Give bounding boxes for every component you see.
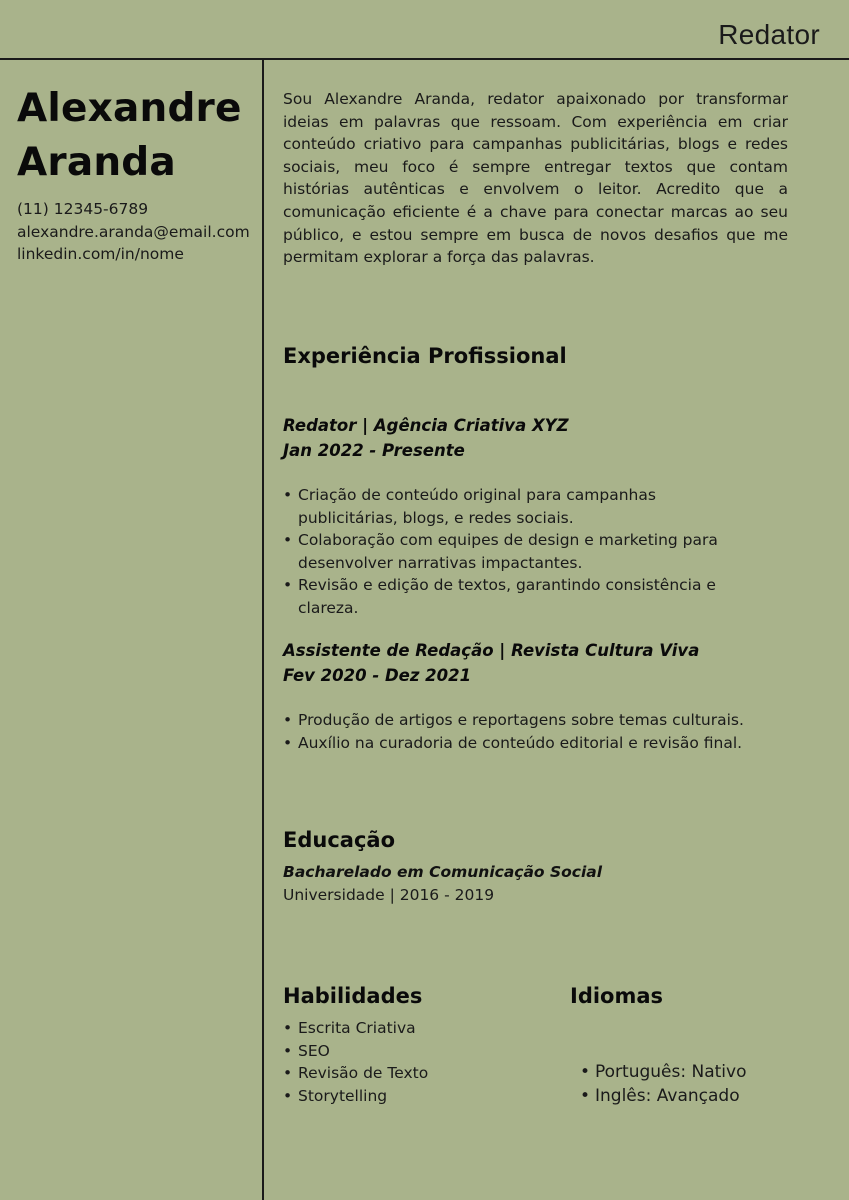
job-period: Jan 2022 - Presente	[283, 440, 465, 460]
job-title: Redator | Agência Criativa XYZ	[283, 416, 569, 435]
skills-list	[283, 1017, 543, 1107]
skills-section	[283, 984, 543, 1107]
job-role-title: Redator	[718, 19, 820, 50]
job-entry	[283, 639, 788, 754]
experience-section	[283, 344, 788, 368]
profile-summary: Sou Alexandre Aranda, redator apaixonado por transformar ideias em palavras que ressoam. Com experiência em criar conteúdo criativo para campanhas publicitárias, blogs e redes sociais, meu foco é sempre entregar textos que contam histórias autênticas e envolvem o leitor. Acredito que a comunicação eficiente é a chave para conectar marcas ao seu público, e estou sempre em busca de novos desafios que me permitam explorar a força das palavras.	[283, 90, 788, 267]
skills-heading: Habilidades	[283, 984, 423, 1008]
job-responsibilities	[283, 709, 788, 754]
degree-name: Bacharelado em Comunicação Social	[283, 863, 603, 881]
experience-heading: Experiência Profissional	[283, 344, 567, 368]
list-item: • Auxílio na curadoria de conteúdo editorial e revisão final.	[283, 732, 788, 755]
education-section	[283, 828, 788, 907]
contact-info	[17, 198, 257, 266]
languages-list	[580, 1060, 830, 1108]
job-title: Assistente de Redação | Revista Cultura Viva	[283, 641, 700, 660]
right-column	[283, 88, 788, 269]
job-responsibilities	[283, 484, 758, 620]
list-item: • Produção de artigos e reportagens sobre temas culturais.	[283, 709, 788, 732]
list-item: • Escrita Criativa	[283, 1017, 543, 1040]
list-item: • Revisão e edição de textos, garantindo consistência e clareza.	[283, 574, 758, 619]
job-period: Fev 2020 - Dez 2021	[283, 665, 472, 685]
email-address: alexandre.aranda@email.com	[17, 222, 250, 241]
left-column	[17, 82, 257, 266]
top-header-bar	[0, 0, 849, 60]
list-item: • Colaboração com equipes de design e marketing para desenvolver narrativas impactantes.	[283, 529, 758, 574]
candidate-name	[17, 82, 257, 190]
column-divider	[262, 60, 264, 1200]
list-item: • Português: Nativo	[580, 1060, 830, 1084]
languages-section	[570, 984, 830, 1108]
list-item: • Inglês: Avançado	[580, 1084, 830, 1108]
linkedin-url: linkedin.com/in/nome	[17, 245, 184, 263]
list-item: • Criação de conteúdo original para campanhas publicitárias, blogs, e redes sociais.	[283, 484, 758, 529]
education-heading: Educação	[283, 828, 395, 852]
first-name: Alexandre	[17, 86, 242, 131]
list-item: • Revisão de Texto	[283, 1062, 543, 1085]
last-name: Aranda	[17, 140, 176, 185]
institution-period: Universidade | 2016 - 2019	[283, 886, 495, 904]
list-item: • Storytelling	[283, 1085, 543, 1108]
phone-number: (11) 12345-6789	[17, 200, 149, 218]
languages-heading: Idiomas	[570, 984, 664, 1008]
job-entry	[283, 414, 758, 620]
list-item: • SEO	[283, 1040, 543, 1063]
